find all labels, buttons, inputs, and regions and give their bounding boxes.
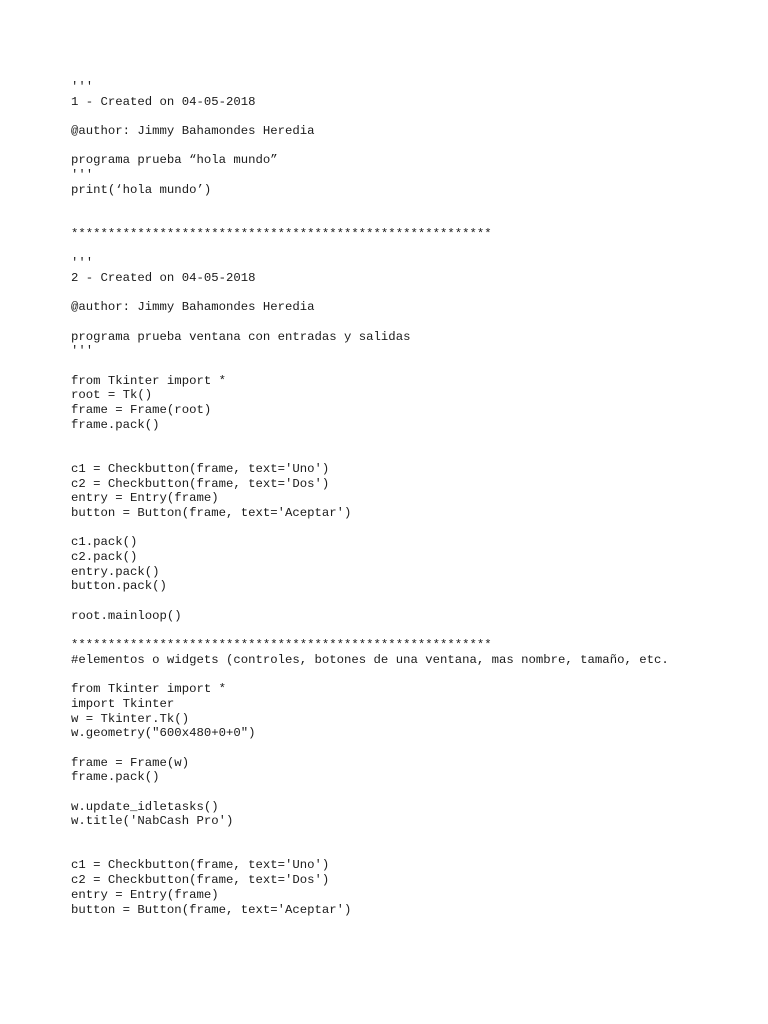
- code-line: entry = Entry(frame): [71, 491, 219, 506]
- code-line: entry.pack(): [71, 564, 160, 579]
- code-line: [71, 433, 669, 448]
- code-line: [71, 785, 669, 800]
- code-line: @author: Jimmy Bahamondes Heredia: [71, 124, 315, 139]
- code-line: w.title('NabCash Pro'): [71, 814, 234, 829]
- code-line: *********************************************************: [71, 226, 492, 241]
- code-line: button = Button(frame, text='Aceptar'): [71, 505, 352, 520]
- code-line: 1 - Created on 04-05-2018: [71, 94, 256, 109]
- code-line: from Tkinter import *: [71, 682, 226, 697]
- code-line: w.update_idletasks(): [71, 799, 219, 814]
- code-line: c2.pack(): [71, 550, 138, 564]
- code-line: import Tkinter: [71, 696, 175, 711]
- code-line: c1 = Checkbutton(frame, text='Uno'): [71, 858, 330, 873]
- code-line: [71, 242, 669, 257]
- code-line: [71, 198, 669, 213]
- code-line: [71, 829, 669, 844]
- code-line: button = Button(frame, text='Aceptar'): [71, 902, 352, 917]
- code-line: w = Tkinter.Tk(): [71, 711, 190, 726]
- code-line: button.pack(): [71, 579, 167, 594]
- code-line: frame.pack(): [71, 770, 160, 785]
- code-line: [71, 359, 669, 374]
- code-line: frame = Frame(w): [71, 755, 190, 770]
- code-line: c1 = Checkbutton(frame, text='Uno'): [71, 461, 330, 476]
- code-line: from Tkinter import *: [71, 373, 226, 388]
- code-line: [71, 521, 669, 536]
- code-line: frame = Frame(root): [71, 403, 212, 418]
- code-line: ''': [71, 80, 94, 94]
- code-line: root = Tk(): [71, 388, 153, 403]
- code-line: [71, 315, 669, 330]
- code-line: [71, 139, 669, 154]
- code-line: [71, 623, 669, 638]
- code-line: [71, 286, 669, 301]
- code-line: [71, 212, 669, 227]
- code-line: c1.pack(): [71, 535, 138, 550]
- code-line: [71, 594, 669, 609]
- code-line: root.mainloop(): [71, 608, 182, 623]
- code-line: programa prueba ventana con entradas y salidas: [71, 329, 411, 344]
- code-listing: [71, 80, 669, 917]
- code-line: frame.pack(): [71, 417, 160, 432]
- code-line: ''': [71, 256, 94, 271]
- code-line: *********************************************************: [71, 638, 492, 653]
- code-line: [71, 668, 669, 683]
- code-line: print(‘hola mundo’): [71, 182, 212, 197]
- code-line: ''': [71, 344, 94, 359]
- code-line: #elementos o widgets (controles, botones de una ventana, mas nombre, tamaño, etc.: [71, 652, 669, 667]
- code-line: [71, 447, 669, 462]
- code-line: 2 - Created on 04-05-2018: [71, 270, 256, 285]
- code-line: w.geometry("600x480+0+0"): [71, 726, 256, 741]
- code-line: c2 = Checkbutton(frame, text='Dos'): [71, 476, 330, 491]
- code-line: c2 = Checkbutton(frame, text='Dos'): [71, 873, 330, 888]
- code-line: [71, 109, 669, 124]
- code-line: [71, 844, 669, 859]
- code-line: @author: Jimmy Bahamondes Heredia: [71, 300, 315, 315]
- code-line: [71, 741, 669, 756]
- code-line: entry = Entry(frame): [71, 887, 219, 902]
- code-line: programa prueba “hola mundo”: [71, 153, 278, 168]
- code-line: ''': [71, 168, 94, 183]
